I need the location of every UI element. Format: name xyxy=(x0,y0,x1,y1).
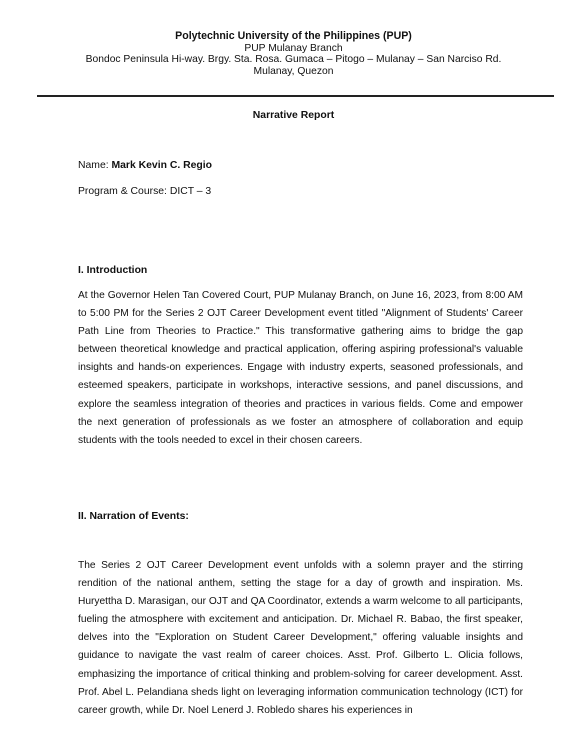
name-value: Mark Kevin C. Regio xyxy=(111,160,212,171)
name-label: Name: xyxy=(78,160,109,171)
student-name-field xyxy=(78,160,212,171)
header-divider xyxy=(37,95,554,97)
branch-name: PUP Mulanay Branch xyxy=(244,42,343,54)
program-value: DICT – 3 xyxy=(169,186,212,197)
address-line-1: Bondoc Peninsula Hi-way. Brgy. Sta. Rosa. Gumaca – Pitogo – Mulanay – San Narciso Rd. xyxy=(85,54,502,65)
introduction-heading: I. Introduction xyxy=(78,265,148,276)
address-line-2: Mulanay, Quezon xyxy=(253,65,334,77)
program-course-field xyxy=(78,186,211,197)
document-header xyxy=(0,31,587,77)
report-title: Narrative Report xyxy=(252,110,335,121)
narration-paragraph: The Series 2 OJT Career Development event unfolds with a solemn prayer and the stirring rendition of the national anthem, setting the stage for a day of growth and inspiration. Ms. Huryettha D. Marasigan, our OJT and QA Coordinator, extends a warm welcome to all participants, fueling the atmosphere with excitement and anticipation. Dr. Michael R. Babao, the first speaker, delves into the "Exploration on Student Career Development," offering valuable insights and guidance to navigate the vast realm of career choices. Asst. Prof. Gilberto L. Olicia follows, emphasizing the importance of critical thinking and problem-solving for career development. Asst. Prof. Abel L. Pelandiana sheds light on leveraging information communication technology (ICT) for career growth, while Dr. Noel Lenerd J. Robledo shares his experiences in xyxy=(78,560,523,716)
narration-heading: II. Narration of Events: xyxy=(78,511,189,522)
introduction-paragraph: At the Governor Helen Tan Covered Court, PUP Mulanay Branch, on June 16, 2023, from 8:00 AM to 5:00 PM for the Series 2 OJT Career Development event titled "Alignment of Students' Career Path Line from Theories to Practice." This transformative gathering aims to bridge the gap between theoretical knowledge and practical application, offering aspiring professional's valuable insights and hands-on experiences. Engage with industry experts, seasoned professionals, and esteemed speakers, participate in workshops, interactive sessions, and panel discussions, and explore the seamless integration of theories and practices in various fields. Come and empower the next generation of professionals as we foster an atmosphere of collaboration and equip students with the tools needed to excel in their chosen careers. xyxy=(78,290,523,446)
university-name: Polytechnic University of the Philippines (PUP) xyxy=(175,30,412,42)
program-label: Program & Course: xyxy=(78,186,167,197)
